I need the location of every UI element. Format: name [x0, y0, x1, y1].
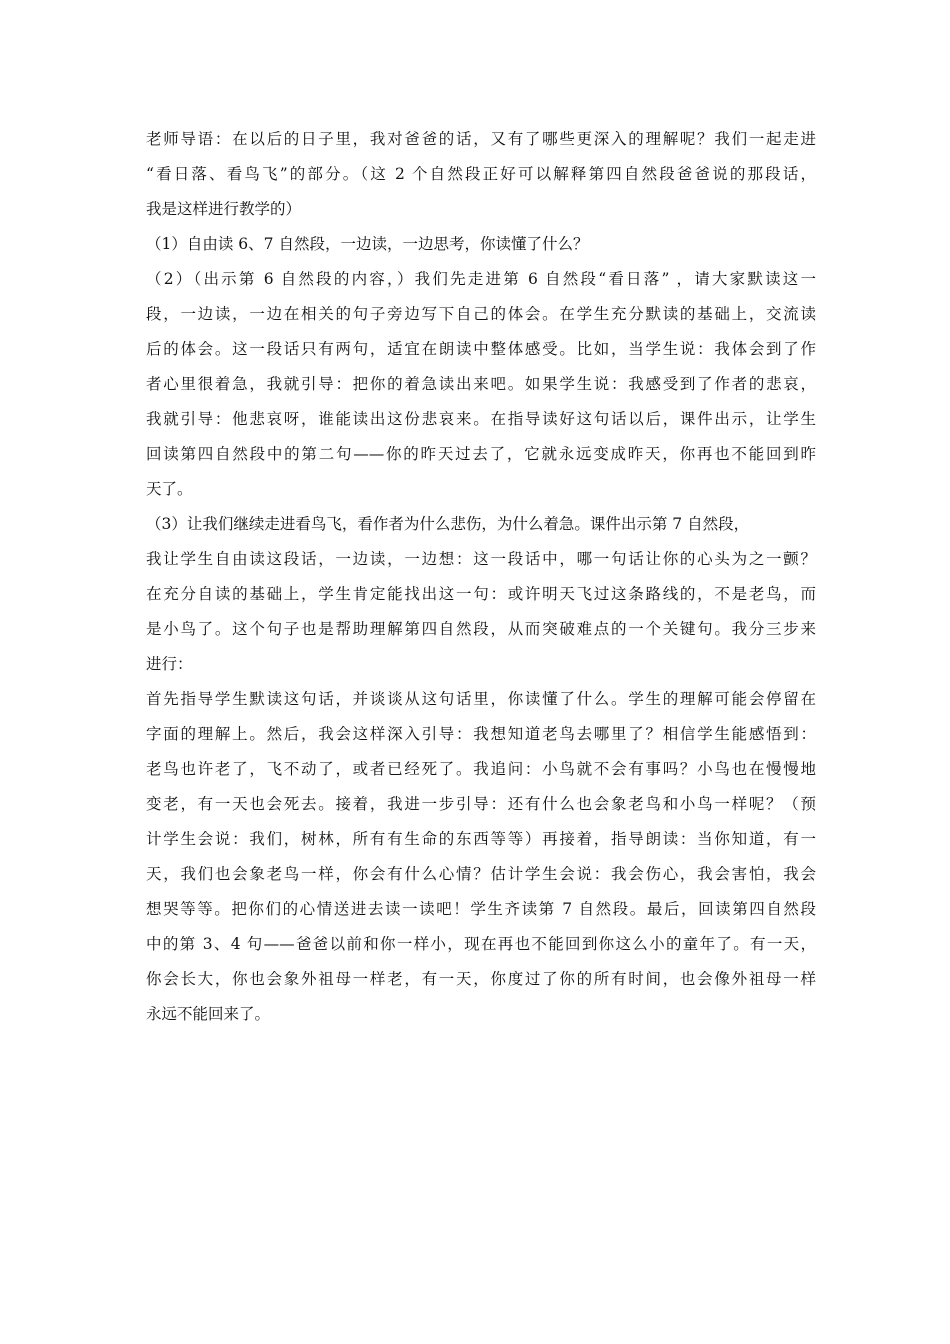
text-line: 进行：: [146, 655, 193, 673]
text-line: 计学生会说：我们，树林，所有有生命的东西等等）再接着，指导朗读：当你知道，有一: [146, 830, 816, 848]
text-line: 者心里很着急，我就引导：把你的着急读出来吧。如果学生说：我感受到了作者的悲哀，: [146, 375, 816, 393]
text-line: 想哭等等。把你们的心情送进去读一读吧！学生齐读第 7 自然段。最后，回读第四自然段: [146, 900, 816, 918]
text-line: 字面的理解上。然后，我会这样深入引导：我想知道老鸟去哪里了？相信学生能感悟到：: [146, 725, 816, 743]
text-line: （1）自由读 6、7 自然段，一边读，一边思考，你读懂了什么？: [146, 235, 589, 253]
paragraph-intro: [146, 122, 816, 227]
text-line: （2）（出示第 6 自然段的内容，）我们先走进第 6 自然段“看日落” ，请大家默读这一: [146, 270, 816, 288]
document-body: [146, 122, 816, 1032]
text-line: “看日落、看鸟飞”的部分。（这 2 个自然段正好可以解释第四自然段爸爸说的那段话，: [146, 165, 816, 183]
text-line: 永远不能回来了。: [146, 1005, 271, 1023]
text-line: 老师导语：在以后的日子里，我对爸爸的话，又有了哪些更深入的理解呢？我们一起走进: [146, 130, 816, 148]
text-line: 是小鸟了。这个句子也是帮助理解第四自然段，从而突破难点的一个关键句。我分三步来: [146, 620, 816, 638]
text-line: 回读第四自然段中的第二句——你的昨天过去了，它就永远变成昨天，你再也不能回到昨: [146, 445, 816, 463]
text-line: 天，我们也会象老鸟一样，你会有什么心情？估计学生会说：我会伤心，我会害怕，我会: [146, 865, 816, 883]
paragraph-step-1: [146, 227, 816, 262]
paragraph-three-steps: [146, 682, 816, 1032]
text-line: 段，一边读，一边在相关的句子旁边写下自己的体会。在学生充分默读的基础上，交流读: [146, 305, 816, 323]
text-line: 变老，有一天也会死去。接着，我进一步引导：还有什么也会象老鸟和小鸟一样呢？（预: [146, 795, 816, 813]
paragraph-step-3: [146, 507, 816, 682]
text-line: 我让学生自由读这段话，一边读，一边想：这一段话中，哪一句话让你的心头为之一颤？: [146, 550, 816, 568]
text-line: 老鸟也许老了，飞不动了，或者已经死了。我追问：小鸟就不会有事吗？小鸟也在慢慢地: [146, 760, 816, 778]
text-line: （3）让我们继续走进看鸟飞，看作者为什么悲伤，为什么着急。课件出示第 7 自然段，: [146, 515, 750, 533]
text-line: 后的体会。这一段话只有两句，适宜在朗读中整体感受。比如，当学生说：我体会到了作: [146, 340, 816, 358]
text-line: 我就引导：他悲哀呀，谁能读出这份悲哀来。在指导读好这句话以后，课件出示，让学生: [146, 410, 816, 428]
text-line: 首先指导学生默读这句话，并谈谈从这句话里，你读懂了什么。学生的理解可能会停留在: [146, 690, 816, 708]
text-line: 你会长大，你也会象外祖母一样老，有一天，你度过了你的所有时间，也会像外祖母一样: [146, 970, 816, 988]
text-line: 在充分自读的基础上，学生肯定能找出这一句：或许明天飞过这条路线的，不是老鸟，而: [146, 585, 816, 603]
text-line: 中的第 3、4 句——爸爸以前和你一样小，现在再也不能回到你这么小的童年了。有一天，: [146, 935, 816, 953]
text-line: 天了。: [146, 480, 193, 498]
text-line: 我是这样进行教学的）: [146, 200, 302, 218]
paragraph-step-2: [146, 262, 816, 507]
